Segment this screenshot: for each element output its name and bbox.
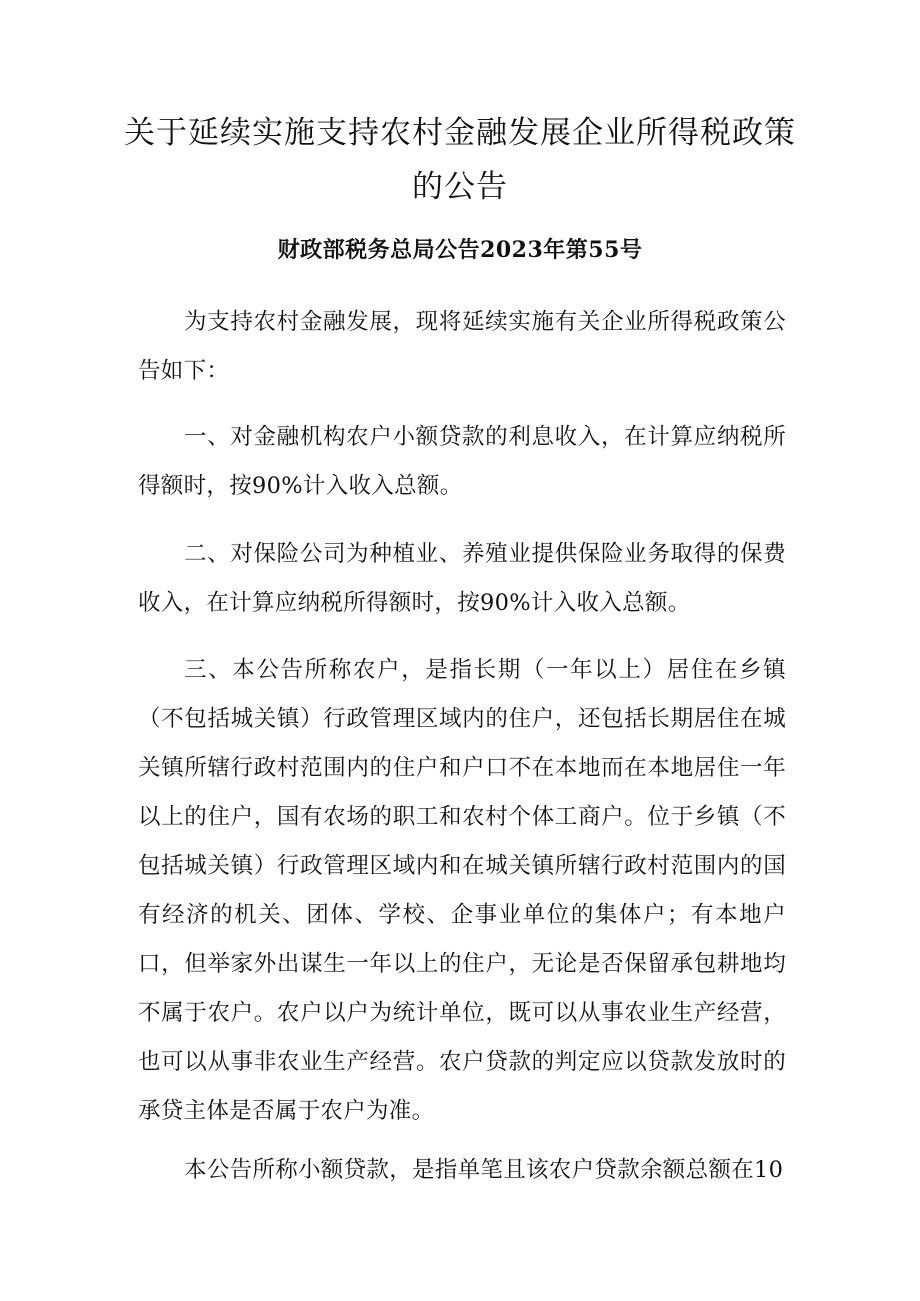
document-title: 关于延续实施支持农村金融发展企业所得税政策的公告 (124, 115, 796, 205)
announcement-number: 财政部税务总局公告2023年第55号 (277, 237, 643, 263)
item-one-paragraph: 一、对金融机构农户小额贷款的利息收入，在计算应纳税所得额时，按90%计入收入总额。 (138, 424, 786, 499)
item-two-paragraph: 二、对保险公司为种植业、养殖业提供保险业务取得的保费收入，在计算应纳税所得额时，按90%计入收入总额。 (138, 541, 786, 616)
small-loan-definition-paragraph: 本公告所称小额贷款，是指单笔且该农户贷款余额总额在10 (184, 1157, 784, 1183)
item-three-paragraph: 三、本公告所称农户，是指长期（一年以上）居住在乡镇（不包括城关镇）行政管理区域内的住户，还包括长期居住在城关镇所辖行政村范围内的住户和户口不在本地而在本地居住一年以上的住户，国有农场的职工和农村个体工商户。位于乡镇（不包括城关镇）行政管理区域内和在城关镇所辖行政村范围内的国有经济的机关、团体、学校、企事业单位的集体户；有本地户口，但举家外出谋生一年以上的住户，无论是否保留承包耕地均不属于农户。农户以户为统计单位，既可以从事农业生产经营，也可以从事非农业生产经营。农户贷款的判定应以贷款发放时的承贷主体是否属于农户为准。 (138, 657, 786, 1124)
intro-paragraph: 为支持农村金融发展，现将延续实施有关企业所得税政策公告如下： (138, 309, 786, 384)
